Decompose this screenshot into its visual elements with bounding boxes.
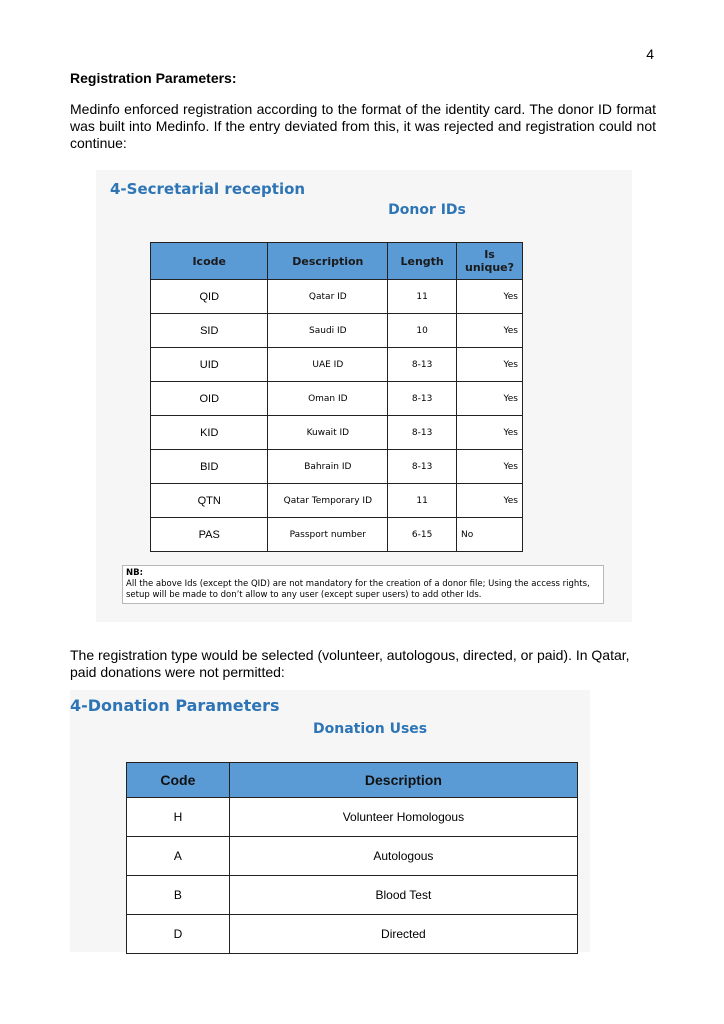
donor-ids-table: [150, 242, 523, 552]
unique-cell: Yes: [457, 450, 523, 484]
donation-uses-table: [126, 762, 578, 954]
column-header-unique: Is unique?: [457, 243, 523, 280]
section-heading: Registration Parameters:: [70, 70, 237, 86]
code-cell: A: [127, 837, 230, 876]
table-row: [151, 484, 523, 518]
length-cell: 8-13: [388, 416, 457, 450]
description-cell: Saudi ID: [268, 314, 388, 348]
code-cell: H: [127, 798, 230, 837]
note-title: NB:: [126, 568, 143, 578]
table-row: [151, 280, 523, 314]
unique-cell: Yes: [457, 484, 523, 518]
figure-subheading: Donor IDs: [388, 202, 466, 218]
description-cell: Passport number: [268, 518, 388, 552]
code-cell: BID: [151, 450, 268, 484]
code-cell: QTN: [151, 484, 268, 518]
code-cell: QID: [151, 280, 268, 314]
unique-cell: Yes: [457, 382, 523, 416]
figure-subheading: Donation Uses: [313, 721, 428, 737]
length-cell: 10: [388, 314, 457, 348]
intro-paragraph: Medinfo enforced registration according to the format of the identity card. The donor ID format was built into Medinfo. If the entry deviated from this, it was rejected and registration could not continue:: [70, 101, 656, 151]
description-cell: UAE ID: [268, 348, 388, 382]
code-cell: KID: [151, 416, 268, 450]
length-cell: 8-13: [388, 348, 457, 382]
figure-heading: 4-Secretarial reception: [110, 180, 306, 198]
description-cell: Bahrain ID: [268, 450, 388, 484]
unique-cell: Yes: [457, 416, 523, 450]
unique-cell: Yes: [457, 314, 523, 348]
length-cell: 8-13: [388, 450, 457, 484]
table-row: [151, 382, 523, 416]
figure-heading: 4-Donation Parameters: [70, 696, 280, 715]
description-cell: Blood Test: [229, 876, 577, 915]
table-row: [151, 348, 523, 382]
description-cell: Qatar Temporary ID: [268, 484, 388, 518]
table-row: [151, 518, 523, 552]
column-header-description: Description: [268, 243, 388, 280]
length-cell: 6-15: [388, 518, 457, 552]
column-header-icode: Icode: [151, 243, 268, 280]
length-cell: 11: [388, 484, 457, 518]
code-cell: UID: [151, 348, 268, 382]
table-row: [151, 314, 523, 348]
registration-type-paragraph: The registration type would be selected (volunteer, autologous, directed, or paid). In Qatar, paid donations were not permitted:: [70, 647, 630, 680]
table-row: [151, 416, 523, 450]
description-cell: Kuwait ID: [268, 416, 388, 450]
note-text: All the above Ids (except the QID) are not mandatory for the creation of a donor file; Using the access rights, setup will be made to don’t allow to any user (except super users) to add other Ids.: [126, 579, 590, 600]
code-cell: B: [127, 876, 230, 915]
description-cell: Volunteer Homologous: [229, 798, 577, 837]
column-header-length: Length: [388, 243, 457, 280]
secretarial-reception-figure: [96, 170, 632, 622]
page-number: 4: [646, 46, 654, 62]
length-cell: 11: [388, 280, 457, 314]
unique-cell: Yes: [457, 348, 523, 382]
unique-cell: Yes: [457, 280, 523, 314]
code-cell: PAS: [151, 518, 268, 552]
column-header-description: Description: [229, 763, 577, 798]
donation-parameters-figure: [70, 690, 590, 952]
code-cell: OID: [151, 382, 268, 416]
description-cell: Directed: [229, 915, 577, 954]
table-row: [127, 837, 578, 876]
table-row: [151, 450, 523, 484]
table-row: [127, 876, 578, 915]
description-cell: Oman ID: [268, 382, 388, 416]
description-cell: Qatar ID: [268, 280, 388, 314]
table-row: [127, 915, 578, 954]
table-header-row: [127, 763, 578, 798]
code-cell: D: [127, 915, 230, 954]
length-cell: 8-13: [388, 382, 457, 416]
code-cell: SID: [151, 314, 268, 348]
table-row: [127, 798, 578, 837]
unique-cell: No: [457, 518, 523, 552]
description-cell: Autologous: [229, 837, 577, 876]
note-box: [122, 565, 604, 604]
table-header-row: [151, 243, 523, 280]
column-header-code: Code: [127, 763, 230, 798]
